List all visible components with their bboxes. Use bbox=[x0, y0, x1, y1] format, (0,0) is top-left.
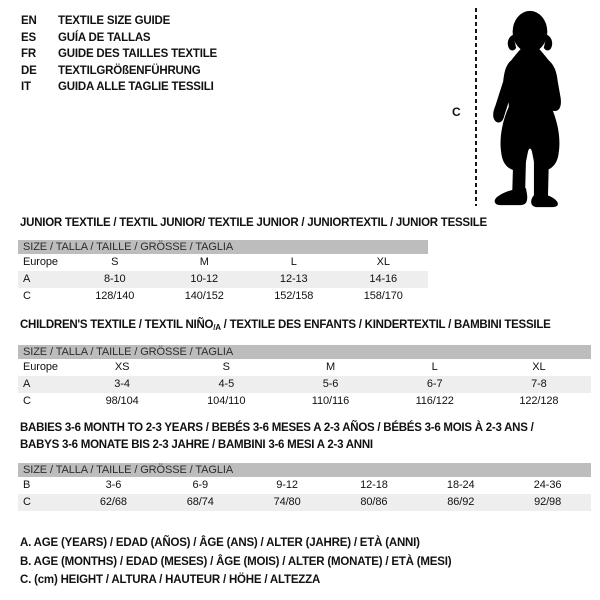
value-cell: 68/74 bbox=[186, 496, 214, 508]
value-cell: 116/122 bbox=[415, 395, 454, 407]
children-title-part1: CHILDREN'S TEXTILE / TEXTIL NIÑO bbox=[20, 319, 214, 331]
junior-table-title: JUNIOR TEXTILE / TEXTIL JUNIOR/ TEXTILE JUNIOR / JUNIORTEXTIL / JUNIOR TESSILE bbox=[20, 217, 487, 229]
value-cell: 7-8 bbox=[531, 378, 547, 390]
size-cell: S bbox=[111, 256, 119, 268]
children-title-part2: / TEXTILE DES ENFANTS / KINDERTEXTIL / BAMBINI TESSILE bbox=[220, 319, 551, 331]
size-cell: XL bbox=[532, 361, 546, 373]
junior-columns-row bbox=[18, 254, 428, 271]
size-cell: L bbox=[431, 361, 438, 373]
language-code-de: DE bbox=[21, 64, 37, 77]
value-cell: 12-18 bbox=[360, 479, 388, 491]
babies-height-row bbox=[18, 494, 591, 511]
babies-table-title bbox=[20, 420, 580, 453]
value-cell: 62/68 bbox=[99, 496, 127, 508]
value-cell: 6-7 bbox=[426, 378, 443, 390]
value-cell: 6-9 bbox=[192, 479, 209, 491]
junior-size-header-bar: SIZE / TALLA / TAILLE / GRÖSSE / TAGLIA bbox=[18, 240, 428, 254]
value-cell: 98/104 bbox=[105, 395, 139, 407]
value-cell: 12-13 bbox=[279, 273, 308, 285]
language-code-es: ES bbox=[21, 31, 36, 44]
language-title-fr: GUIDE DES TAILLES TEXTILE bbox=[58, 48, 217, 60]
babies-months-row bbox=[18, 477, 591, 494]
language-title-list bbox=[21, 13, 217, 96]
language-row-it bbox=[21, 79, 217, 96]
language-row-de bbox=[21, 63, 217, 80]
value-cell: 24-36 bbox=[533, 479, 562, 491]
language-row-en bbox=[21, 13, 217, 30]
value-cell: 5-6 bbox=[322, 378, 339, 390]
value-cell: 4-5 bbox=[218, 378, 235, 390]
value-cell: 86/92 bbox=[447, 496, 475, 508]
children-age-row bbox=[18, 376, 591, 393]
language-title-de: TEXTILGRÖßENFÜHRUNG bbox=[58, 64, 201, 77]
size-cell: M bbox=[199, 256, 209, 268]
language-code-en: EN bbox=[21, 15, 37, 27]
value-cell: 92/98 bbox=[534, 496, 562, 508]
value-cell: 14-16 bbox=[369, 273, 398, 285]
language-title-it: GUIDA ALLE TAGLIE TESSILI bbox=[58, 81, 214, 93]
size-cell: L bbox=[290, 256, 297, 268]
size-cell: M bbox=[325, 361, 336, 373]
legend-line-a: A. AGE (YEARS) / EDAD (AÑOS) / ÂGE (ANS) / ALTER (JAHRE) / ETÀ (ANNI) bbox=[20, 537, 420, 549]
value-cell: 104/110 bbox=[207, 395, 246, 407]
children-size-header-bar: SIZE / TALLA / TAILLE / GRÖSSE / TAGLIA bbox=[18, 345, 591, 359]
language-row-es bbox=[21, 30, 217, 47]
babies-title-line2: BABYS 3-6 MONATE BIS 2-3 JAHRE / BAMBINI 3-6 MESI A 2-3 ANNI bbox=[20, 438, 373, 451]
value-cell: 110/116 bbox=[311, 395, 350, 407]
babies-size-header-bar: SIZE / TALLA / TAILLE / GRÖSSE / TAGLIA bbox=[18, 463, 591, 477]
children-columns-row bbox=[18, 359, 591, 376]
size-cell: XS bbox=[114, 361, 130, 373]
size-cell: S bbox=[222, 361, 230, 373]
legend-line-b: B. AGE (MONTHS) / EDAD (MESES) / ÂGE (MOIS) / ALTER (MONATE) / ETÀ (MESI) bbox=[20, 555, 452, 568]
language-row-fr bbox=[21, 46, 217, 63]
value-cell: 74/80 bbox=[273, 496, 301, 508]
measure-legend bbox=[20, 534, 451, 590]
value-cell: 9-12 bbox=[276, 479, 298, 491]
row-label: A bbox=[23, 378, 31, 390]
children-table-title bbox=[20, 319, 551, 332]
language-code-fr: FR bbox=[21, 48, 36, 60]
value-cell: 10-12 bbox=[190, 273, 219, 285]
row-label: A bbox=[23, 273, 31, 285]
row-label: C bbox=[23, 395, 31, 407]
value-cell: 8-10 bbox=[103, 273, 126, 285]
value-cell: 18-24 bbox=[446, 479, 475, 491]
row-label: Europe bbox=[23, 256, 58, 268]
row-label: B bbox=[23, 479, 31, 491]
babies-title-line1: BABIES 3-6 MONTH TO 2-3 YEARS / BEBÉS 3-6 MESES A 2-3 AÑOS / BÉBÉS 3-6 MOIS À 2-3 ANS / bbox=[20, 422, 534, 434]
junior-age-row bbox=[18, 271, 428, 288]
value-cell: 140/152 bbox=[184, 290, 224, 302]
toddler-silhouette-icon bbox=[482, 2, 572, 215]
height-measure-dashed-line bbox=[475, 8, 477, 206]
value-cell: 122/128 bbox=[519, 395, 559, 407]
language-code-it: IT bbox=[21, 81, 31, 93]
language-title-es: GUÍA DE TALLAS bbox=[58, 31, 151, 44]
children-height-row bbox=[18, 393, 591, 410]
junior-height-row bbox=[18, 288, 428, 305]
value-cell: 128/140 bbox=[95, 290, 135, 302]
value-cell: 80/86 bbox=[360, 496, 388, 508]
junior-size-table bbox=[18, 240, 428, 305]
height-measure-label: C bbox=[452, 105, 461, 119]
row-label: C bbox=[23, 290, 31, 302]
language-title-en: TEXTILE SIZE GUIDE bbox=[58, 15, 171, 27]
children-title-subscript: /A bbox=[213, 323, 221, 332]
row-label: Europe bbox=[23, 361, 58, 373]
value-cell: 3-6 bbox=[105, 479, 122, 491]
legend-line-c: C. (cm) HEIGHT / ALTURA / HAUTEUR / HÖHE / ALTEZZA bbox=[20, 574, 321, 586]
value-cell: 152/158 bbox=[274, 290, 314, 302]
size-cell: XL bbox=[376, 256, 390, 268]
children-size-table bbox=[18, 345, 591, 410]
value-cell: 3-4 bbox=[114, 378, 130, 390]
babies-size-table bbox=[18, 463, 591, 511]
row-label: C bbox=[23, 496, 31, 508]
value-cell: 158/170 bbox=[363, 290, 403, 302]
